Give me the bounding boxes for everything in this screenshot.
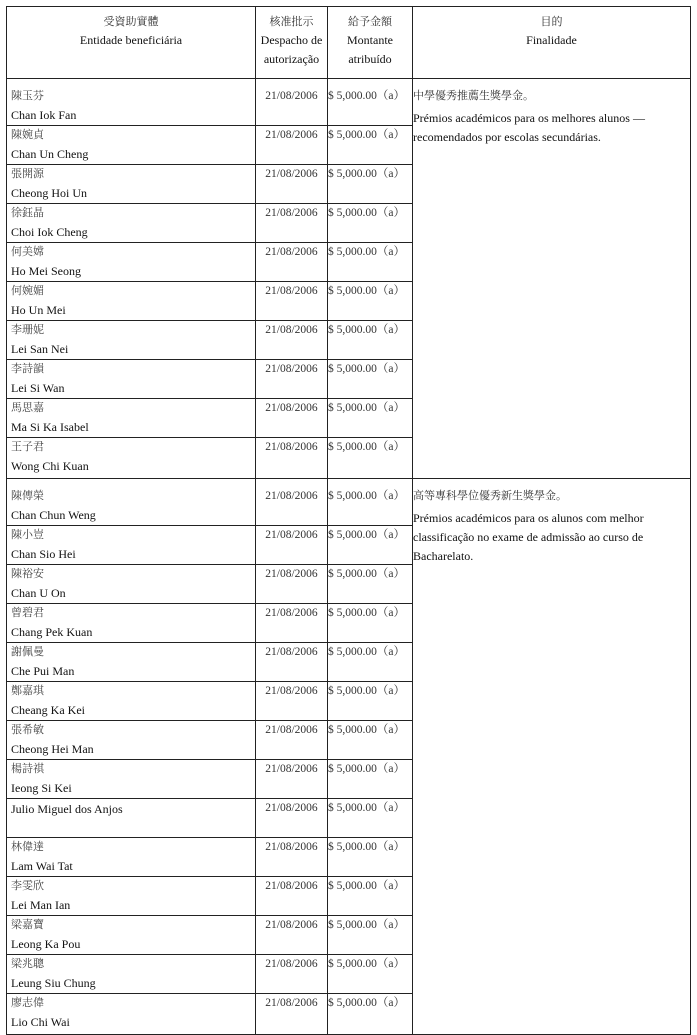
entity-name-zh: 李詩韻: [11, 362, 44, 375]
entity-cell: [7, 526, 256, 565]
entity-cell: [7, 604, 256, 643]
amount-value: $ 5,000.00（a）: [328, 837, 413, 876]
amount-value: $ 5,000.00（a）: [328, 721, 413, 760]
entity-cell: [7, 721, 256, 760]
entity-name-zh: 李珊妮: [11, 323, 44, 336]
entity-name-zh: 鄭嘉琪: [11, 684, 44, 697]
beneficiary-group: [7, 479, 691, 1035]
despatch-date: 21/08/2006: [256, 799, 328, 838]
header-entity: [7, 7, 256, 79]
entity-cell: [7, 876, 256, 915]
beneficiary-group: [7, 79, 691, 479]
entity-cell: [7, 643, 256, 682]
purpose-cell: [413, 79, 691, 479]
amount-value: $ 5,000.00（a）: [328, 876, 413, 915]
entity-name-pt: Lei Man Ian: [11, 897, 71, 912]
amount-value: $ 5,000.00（a）: [328, 126, 413, 165]
amount-value: $ 5,000.00（a）: [328, 165, 413, 204]
table-row: [7, 79, 691, 126]
despatch-date: 21/08/2006: [256, 604, 328, 643]
despatch-date: 21/08/2006: [256, 643, 328, 682]
despatch-date: 21/08/2006: [256, 915, 328, 954]
entity-name-pt: Lei San Nei: [11, 342, 69, 356]
entity-name-pt: Julio Miguel dos Anjos: [11, 802, 123, 816]
entity-name-pt: Cheang Ka Kei: [11, 703, 85, 717]
entity-name-pt: Ho Mei Seong: [11, 264, 81, 278]
entity-cell: [7, 799, 256, 838]
purpose-zh: 中學優秀推薦生獎學金。: [413, 89, 534, 102]
despatch-date: 21/08/2006: [256, 721, 328, 760]
amount-value: $ 5,000.00（a）: [328, 993, 413, 1034]
entity-name-zh: 陳傳榮: [11, 489, 44, 502]
entity-cell: [7, 282, 256, 321]
entity-name-pt: Cheong Hei Man: [11, 742, 94, 756]
entity-name-zh: 陳小豈: [11, 528, 44, 541]
despatch-date: 21/08/2006: [256, 438, 328, 479]
despatch-date: 21/08/2006: [256, 399, 328, 438]
amount-value: $ 5,000.00（a）: [328, 682, 413, 721]
despatch-date: 21/08/2006: [256, 565, 328, 604]
purpose-zh: 高等專科學位優秀新生獎學金。: [413, 489, 567, 502]
entity-name-zh: 何美嫦: [11, 245, 44, 258]
amount-value: $ 5,000.00（a）: [328, 604, 413, 643]
entity-name-pt: Leung Siu Chung: [11, 975, 96, 990]
despatch-date: 21/08/2006: [256, 126, 328, 165]
header-amount: [328, 7, 413, 79]
entity-name-zh: 曾碧君: [11, 606, 44, 619]
entity-name-zh: 陳婉貞: [11, 128, 44, 141]
entity-cell: [7, 79, 256, 126]
amount-value: $ 5,000.00（a）: [328, 915, 413, 954]
despatch-date: 21/08/2006: [256, 954, 328, 993]
amount-value: $ 5,000.00（a）: [328, 243, 413, 282]
entity-cell: [7, 837, 256, 876]
entity-name-zh: 陳裕安: [11, 567, 44, 580]
beneficiary-table: [6, 6, 691, 1035]
entity-name-pt: Lam Wai Tat: [11, 858, 73, 873]
entity-cell: [7, 165, 256, 204]
despatch-date: 21/08/2006: [256, 204, 328, 243]
entity-cell: [7, 915, 256, 954]
amount-value: $ 5,000.00（a）: [328, 526, 413, 565]
entity-name-zh: 徐鈺晶: [11, 206, 44, 219]
despatch-date: 21/08/2006: [256, 993, 328, 1034]
table-row: [7, 479, 691, 526]
entity-name-zh: 張希敏: [11, 723, 44, 736]
entity-cell: [7, 438, 256, 479]
amount-value: $ 5,000.00（a）: [328, 438, 413, 479]
entity-name-zh: 張開源: [11, 167, 44, 180]
entity-cell: [7, 126, 256, 165]
entity-name-pt: Ho Un Mei: [11, 303, 66, 317]
header-despatch: [256, 7, 328, 79]
entity-name-pt: Chan Sio Hei: [11, 547, 76, 561]
entity-cell: [7, 682, 256, 721]
despatch-date: 21/08/2006: [256, 243, 328, 282]
entity-name-zh: 謝佩曼: [11, 645, 44, 658]
amount-value: $ 5,000.00（a）: [328, 360, 413, 399]
purpose-pt: Prémios académicos para os alunos com melhor classificação no exame de admissão ao curso de Bacharelato.: [413, 511, 644, 563]
entity-cell: [7, 204, 256, 243]
entity-name-pt: Chang Pek Kuan: [11, 625, 93, 639]
header-amount-pt: Montante atribuído: [347, 33, 393, 66]
entity-name-zh: 陳玉芬: [11, 89, 44, 102]
table-header-row: [7, 7, 691, 79]
despatch-date: 21/08/2006: [256, 876, 328, 915]
purpose-pt: Prémios académicos para os melhores alunos — recomendados por escolas secundárias.: [413, 111, 645, 144]
despatch-date: 21/08/2006: [256, 479, 328, 526]
entity-name-zh: 梁兆聰: [11, 956, 44, 970]
despatch-date: 21/08/2006: [256, 760, 328, 799]
amount-value: $ 5,000.00（a）: [328, 565, 413, 604]
despatch-date: 21/08/2006: [256, 682, 328, 721]
amount-value: $ 5,000.00（a）: [328, 643, 413, 682]
header-despatch-zh: 核准批示: [269, 15, 314, 28]
entity-name-zh: 林偉達: [11, 839, 44, 853]
entity-name-zh: 廖志偉: [11, 995, 44, 1009]
despatch-date: 21/08/2006: [256, 79, 328, 126]
despatch-date: 21/08/2006: [256, 165, 328, 204]
entity-name-pt: Lio Chi Wai: [11, 1014, 70, 1029]
header-despatch-pt: Despacho de autorização: [260, 33, 323, 66]
entity-name-pt: Che Pui Man: [11, 664, 75, 678]
header-purpose-pt: Finalidade: [526, 33, 577, 47]
entity-name-pt: Chan Un Cheng: [11, 147, 89, 161]
amount-value: $ 5,000.00（a）: [328, 321, 413, 360]
entity-name-zh: 楊詩祺: [11, 762, 44, 775]
entity-name-pt: Choi Iok Cheng: [11, 225, 88, 239]
entity-cell: [7, 243, 256, 282]
entity-name-pt: Wong Chi Kuan: [11, 459, 89, 473]
entity-name-zh: 梁嘉寶: [11, 917, 44, 931]
entity-cell: [7, 565, 256, 604]
despatch-date: 21/08/2006: [256, 837, 328, 876]
amount-value: $ 5,000.00（a）: [328, 760, 413, 799]
entity-cell: [7, 399, 256, 438]
entity-name-zh: 馬思嘉: [11, 401, 44, 414]
despatch-date: 21/08/2006: [256, 321, 328, 360]
amount-value: $ 5,000.00（a）: [328, 954, 413, 993]
entity-cell: [7, 479, 256, 526]
entity-name-zh: 何婉媚: [11, 284, 44, 297]
amount-value: $ 5,000.00（a）: [328, 399, 413, 438]
despatch-date: 21/08/2006: [256, 526, 328, 565]
entity-cell: [7, 760, 256, 799]
entity-name-pt: Chan Iok Fan: [11, 108, 77, 122]
amount-value: $ 5,000.00（a）: [328, 204, 413, 243]
entity-cell: [7, 321, 256, 360]
entity-cell: [7, 954, 256, 993]
entity-name-pt: Ma Si Ka Isabel: [11, 420, 89, 434]
entity-name-pt: Leong Ka Pou: [11, 936, 81, 951]
amount-value: $ 5,000.00（a）: [328, 799, 413, 838]
despatch-date: 21/08/2006: [256, 282, 328, 321]
header-entity-pt: Entidade beneficiária: [79, 33, 183, 47]
header-purpose-zh: 目的: [540, 15, 563, 28]
entity-cell: [7, 993, 256, 1034]
header-purpose: [413, 7, 691, 79]
header-entity-zh: 受資助實體: [103, 15, 159, 28]
entity-name-pt: Ieong Si Kei: [11, 781, 72, 795]
purpose-cell: [413, 479, 691, 1035]
entity-name-pt: Lei Si Wan: [11, 381, 65, 395]
entity-name-zh: 王子君: [11, 440, 44, 453]
header-amount-zh: 給予金額: [348, 15, 392, 28]
entity-name-pt: Chan Chun Weng: [11, 508, 96, 522]
amount-value: $ 5,000.00（a）: [328, 282, 413, 321]
entity-name-pt: Chan U On: [11, 586, 66, 600]
despatch-date: 21/08/2006: [256, 360, 328, 399]
amount-value: $ 5,000.00（a）: [328, 79, 413, 126]
amount-value: $ 5,000.00（a）: [328, 479, 413, 526]
entity-name-zh: 李雯欣: [11, 878, 44, 892]
entity-cell: [7, 360, 256, 399]
entity-name-pt: Cheong Hoi Un: [11, 186, 87, 200]
